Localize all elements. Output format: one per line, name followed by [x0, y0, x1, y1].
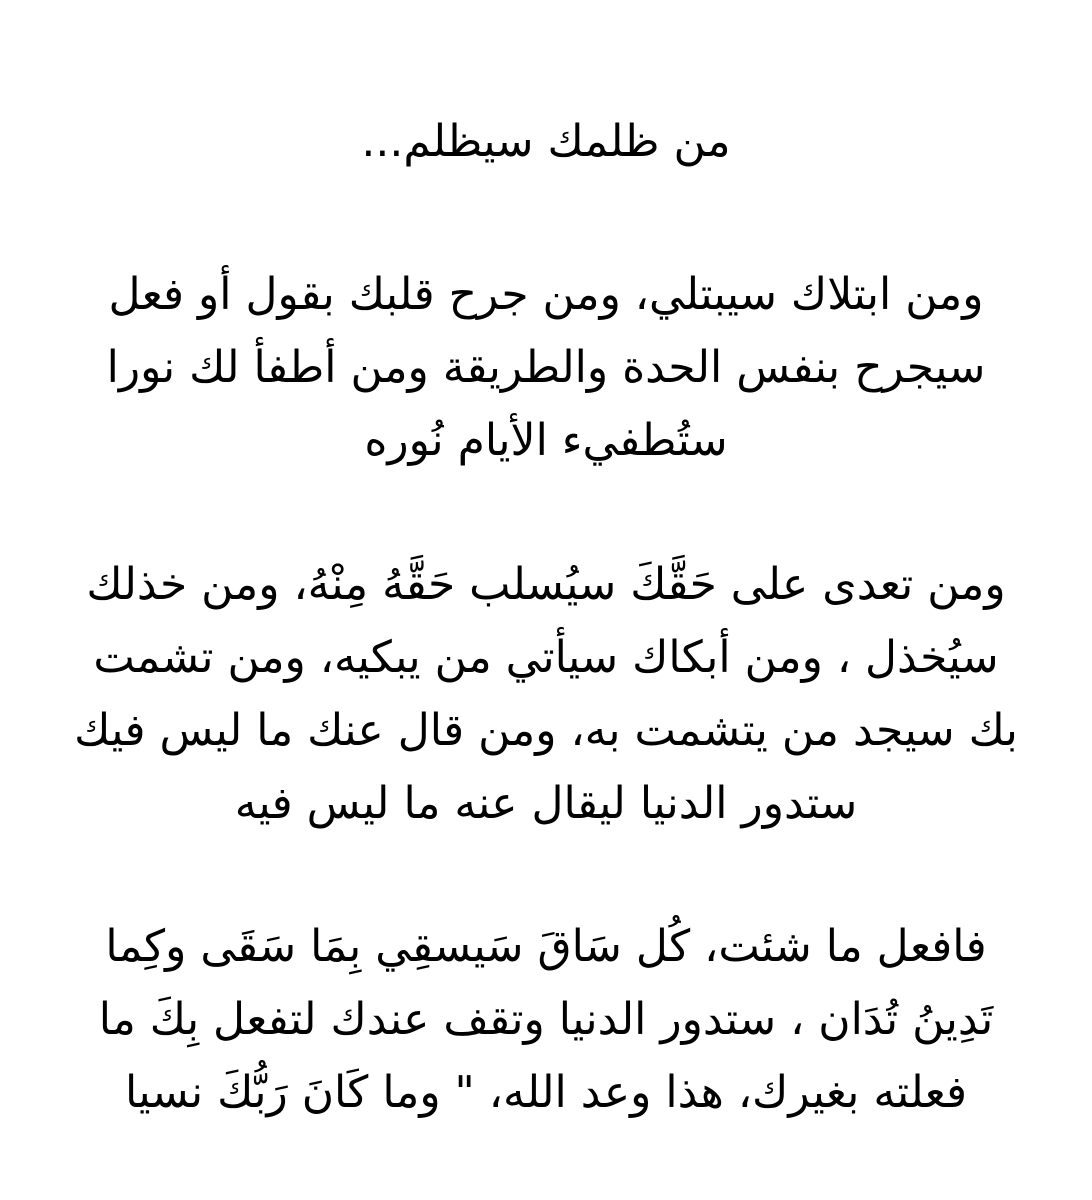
paragraph-1: [40, 258, 1052, 477]
text-line: بك سيجد من يتشمت به، ومن قال عنك ما ليس فيك: [74, 705, 1018, 756]
page-title: من ظلمك سيظلم...: [361, 116, 731, 167]
text-line: ومن ابتلاك سيبتلي، ومن جرح قلبك بقول أو فعل: [108, 269, 984, 320]
text-line: سيُخذل ، ومن أبكاك سيأتي من يبكيه، ومن تشمت: [93, 632, 999, 683]
text-line: ومن تعدى على حَقَّكَ سيُسلب حَقَّهُ مِنْهُ، ومن خذلك: [86, 559, 1006, 610]
text-line: ستدور الدنيا ليقال عنه ما ليس فيه: [234, 778, 858, 829]
text-line: فافعل ما شئت، كُل سَاقَ سَيسقِي بِمَا سَقَى وكِما: [105, 921, 987, 972]
text-line: سيجرح بنفس الحدة والطريقة ومن أطفأ لك نورا: [106, 342, 986, 393]
paragraph-2: [40, 548, 1052, 840]
text-line: فعلته بغيرك، هذا وعد الله، " وما كَانَ رَبُّكَ نسيا: [124, 1067, 968, 1118]
text-line: ستُطفيء الأيام نُوره: [364, 415, 728, 466]
text-line: تَدِينُ تُدَان ، ستدور الدنيا وتقف عندك لتفعل بِكَ ما: [98, 994, 994, 1045]
paragraph-3: [40, 910, 1052, 1129]
